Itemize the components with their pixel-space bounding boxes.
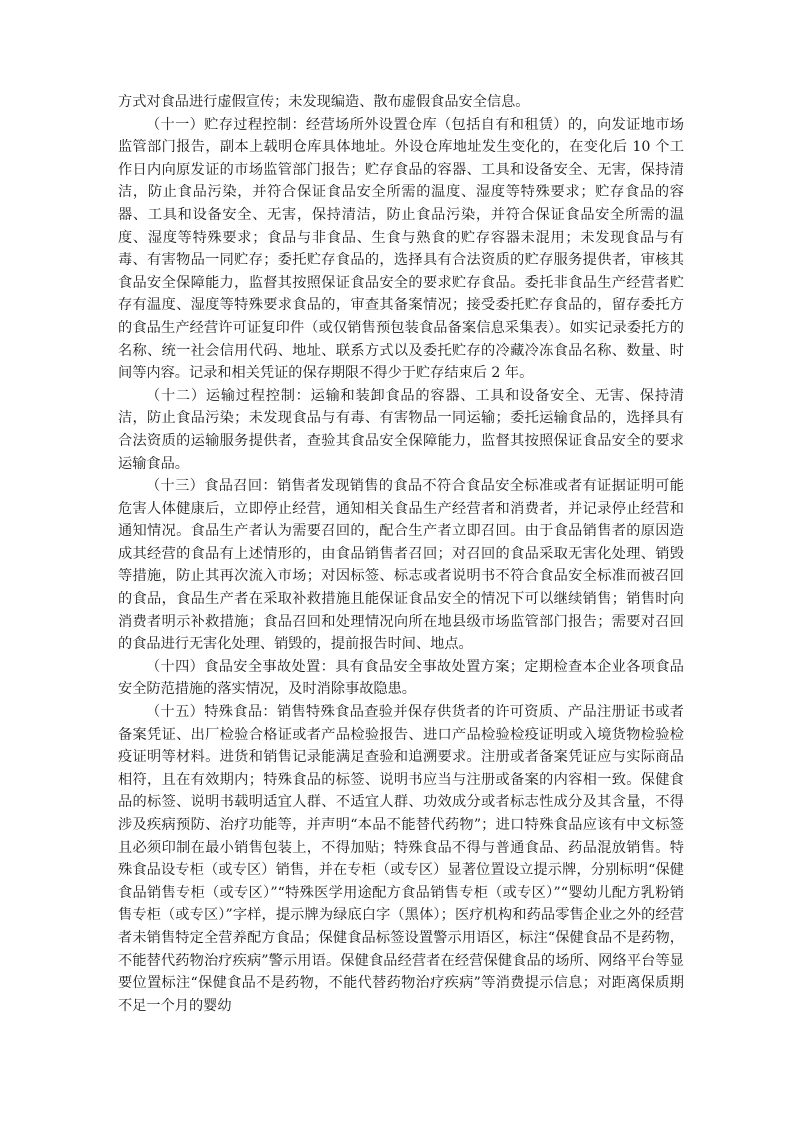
document-page: [118, 91, 684, 1017]
paragraph-special-foods: （十五）特殊食品：销售特殊食品查验并保存供货者的许可资质、产品注册证书或者备案凭证、出厂检验合格证或者产品检验报告、进口产品检验检疫证明或入境货物检验检疫证明等材料。进货和销售记录能满足查验和追溯要求。注册或者备案凭证应与实际商品相符，且在有效期内；特殊食品的标签、说明书应当与注册或备案的内容相一致。保健食品的标签、说明书载明适宜人群、不适宜人群、功效成分或者标志性成分及其含量，不得涉及疾病预防、治疗功能等，并声明“本品不能替代药物”；进口特殊食品应该有中文标签且必须印制在最小销售包装上，不得加贴；特殊食品不得与普通食品、药品混放销售。特殊食品设专柜（或专区）销售，并在专柜（或专区）显著位置设立提示牌，分别标明“保健食品销售专柜（或专区）”“特殊医学用途配方食品销售专柜（或专区）”“婴幼儿配方乳粉销售专柜（或专区）”字样，提示牌为绿底白字（黑体）；医疗机构和药品零售企业之外的经营者未销售特定全营养配方食品；保健食品标签设置警示用语区，标注“保健食品不是药物，不能替代药物治疗疾病”警示用语。保健食品经营者在经营保健食品的场所、网络平台等显要位置标注“保健食品不是药物，不能代替药物治疗疾病”等消费提示信息；对距离保质期不足一个月的婴幼: [118, 704, 684, 1014]
paragraph-incident-handling: （十四）食品安全事故处置：具有食品安全事故处置方案；定期检查本企业各项食品安全防范措施的落实情况，及时消除事故隐患。: [118, 658, 684, 698]
paragraph-storage-control: （十一）贮存过程控制：经营场所外设置仓库（包括自有和租赁）的，向发证地市场监管部门报告，副本上载明仓库具体地址。外设仓库地址发生变化的，在变化后 10 个工作日内向原发证的市场监管部门报告；贮存食品的容器、工具和设备安全、无害，保持清洁，防止食品污染，并符合保证食品安全所需的温度、湿度等特殊要求；贮存食品的容器、工具和设备安全、无害，保持清洁，防止食品污染，并符合保证食品安全所需的温度、湿度等特殊要求；食品与非食品、生食与熟食的贮存容器未混用；未发现食品与有毒、有害物品一同贮存；委托贮存食品的，选择具有合法资质的贮存服务提供者，审核其食品安全保障能力，监督其按照保证食品安全的要求贮存食品。委托非食品生产经营者贮存有温度、湿度等特殊要求食品的，审查其备案情况；接受委托贮存食品的，留存委托方的食品生产经营许可证复印件（或仅销售预包装食品备案信息采集表）。如实记录委托方的名称、统一社会信用代码、地址、联系方式以及委托贮存的冷藏冷冻食品名称、数量、时间等内容。记录和相关凭证的保存期限不得少于贮存结束后 2 年。: [118, 116, 684, 382]
paragraph-food-recall: （十三）食品召回：销售者发现销售的食品不符合食品安全标准或者有证据证明可能危害人体健康后，立即停止经营，通知相关食品生产经营者和消费者，并记录停止经营和通知情况。食品生产者认为需要召回的，配合生产者立即召回。由于食品销售者的原因造成其经营的食品有上述情形的，由食品销售者召回；对召回的食品采取无害化处理、销毁等措施，防止其再次流入市场；对因标签、标志或者说明书不符合食品安全标准而被召回的食品，食品生产者在采取补救措施且能保证食品安全的情况下可以继续销售；销售时向消费者明示补救措施；食品召回和处理情况向所在地县级市场监管部门报告；需要对召回的食品进行无害化处理、销毁的，提前报告时间、地点。: [118, 478, 684, 653]
paragraph-transport-control: （十二）运输过程控制：运输和装卸食品的容器、工具和设备安全、无害、保持清洁，防止食品污染；未发现食品与有毒、有害物品一同运输；委托运输食品的，选择具有合法资质的运输服务提供者，查验其食品安全保障能力，监督其按照保证食品安全的要求运输食品。: [118, 387, 684, 472]
paragraph-continuation: 方式对食品进行虚假宣传；未发现编造、散布虚假食品安全信息。: [118, 94, 530, 110]
